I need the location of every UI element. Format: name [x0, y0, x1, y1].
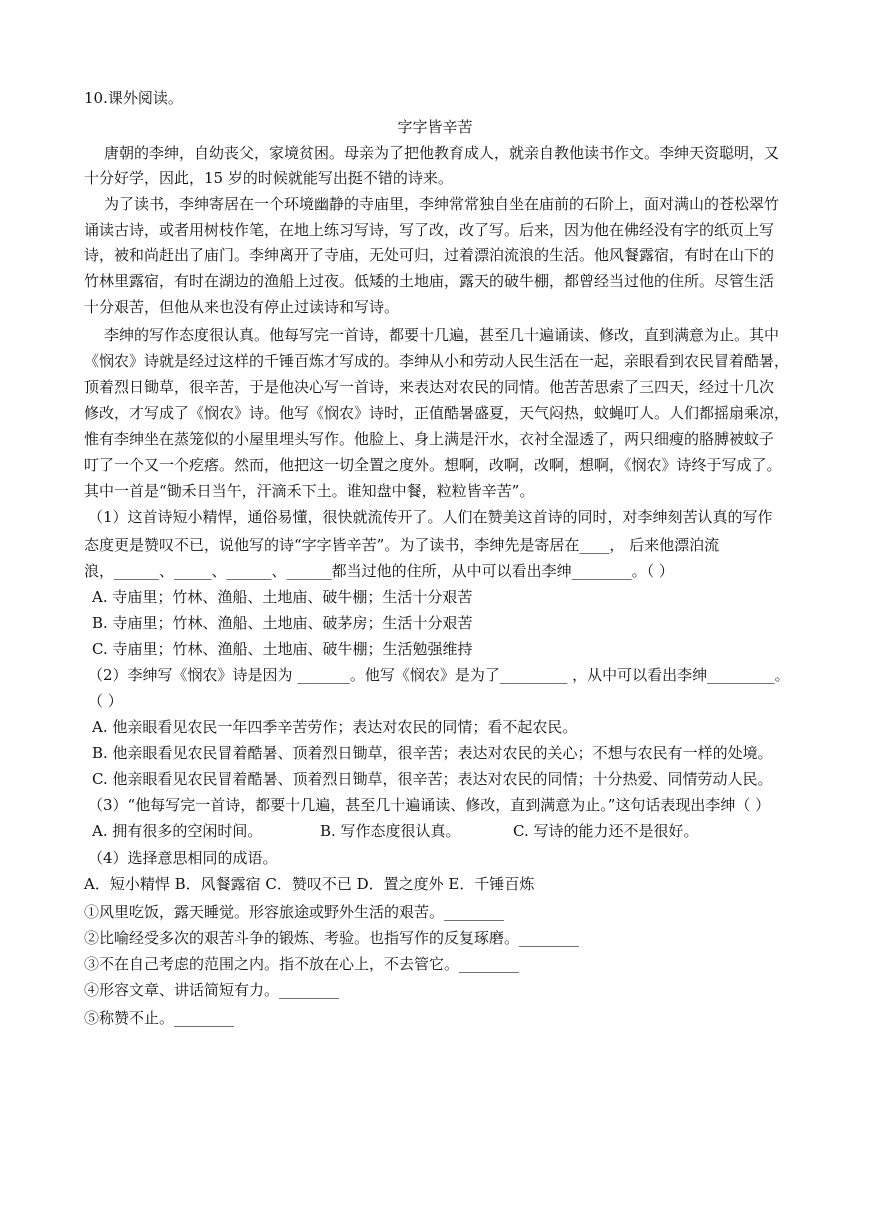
q2-text: ，从中可以看出李绅 — [567, 666, 708, 684]
answer-blank[interactable]: ________ — [279, 981, 340, 999]
q1-line-1: （1）这首诗短小精悍，通俗易懂，很快就流传开了。人们在赞美这首诗的同时，对李绅刻苦认真的写作 — [88, 508, 773, 526]
q4-item — [84, 980, 339, 1000]
q2-line-1 — [88, 665, 790, 685]
answer-blank[interactable]: ________ — [571, 562, 632, 580]
passage-line: 修改，才写成了《悯农》诗。他写《悯农》诗时，正值酷暑盛夏，天气闷热，蚊蝇叮人。人们都摇扇乘凉， — [84, 404, 790, 422]
q1-text: 态度更是赞叹不已，说他写的诗“字字皆辛苦”。为了读书，李绅先是寄居在 — [84, 536, 580, 554]
answer-blank[interactable]: _________ — [499, 666, 568, 684]
question-heading: 10.课外阅读。 — [84, 89, 183, 107]
q2-option-c[interactable]: C. 他亲眼看见农民冒着酷暑、顶着烈日锄草，很辛苦；表达对农民的同情；十分热爱、同情劳动人民。 — [92, 770, 773, 788]
separator: 、 — [211, 562, 227, 580]
q4-item-text: ⑤称赞不止。 — [84, 1009, 175, 1027]
answer-blank[interactable]: ______ — [114, 562, 160, 580]
q3-option-c[interactable]: C. 写诗的能力还不是很好。 — [513, 822, 699, 840]
q1-line-3 — [84, 561, 674, 581]
q4-text: （4）选择意思相同的成语。 — [88, 849, 278, 867]
answer-blank[interactable]: ____ — [579, 536, 610, 554]
passage-line: 十分艰苦，但他从来也没有停止过读诗和写诗。 — [84, 298, 400, 316]
answer-blank[interactable]: ______ — [226, 562, 272, 580]
answer-blank[interactable]: _______ — [297, 666, 350, 684]
passage-line: 叮了一个又一个疙瘩。然而，他把这一切全置之度外。想啊，改啊，改啊，想啊，《悯农》诗终于写成了。 — [84, 456, 782, 474]
separator: 、 — [159, 562, 175, 580]
q1-option-b[interactable]: B. 寺庙里；竹林、渔船、土地庙、破茅房；生活十分艰苦 — [92, 614, 473, 632]
answer-blank[interactable]: ________ — [174, 1009, 235, 1027]
answer-paren[interactable]: 。（ ） — [631, 562, 674, 580]
q4-item-text: ④形容文章、讲话简短有力。 — [84, 981, 280, 999]
passage-line: 惟有李绅坐在蒸笼似的小屋里埋头写作。他脸上、身上满是汗水，衣衬全湿透了，两只细瘦的胳膊被蚊子 — [84, 430, 775, 448]
q1-option-a[interactable]: A. 寺庙里；竹林、渔船、土地庙、破牛棚；生活十分艰苦 — [92, 588, 473, 606]
q4-item-text: ②比喻经受多次的艰苦斗争的锻炼、考验。也指写作的反复琢磨。 — [84, 929, 520, 947]
q1-option-c[interactable]: C. 寺庙里；竹林、渔船、土地庙、破牛棚；生活勉强维持 — [92, 640, 473, 658]
separator: 、 — [271, 562, 287, 580]
passage-line: 《悯农》诗就是经过这样的千锤百炼才写成的。李绅从小和劳动人民生活在一起，亲眼看到农民冒着酷暑， — [84, 352, 790, 370]
passage-line: 唐朝的李绅，自幼丧父，家境贫困。母亲为了把他教育成人，就亲自教他读书作文。李绅天资聪明，又 — [104, 144, 780, 162]
q1-text: 浪， — [84, 562, 115, 580]
passage-line: 诵读古诗，或者用树枝作笔，在地上练习写诗，写了改，改了写。后来，因为他在佛经没有字的纸页上写 — [84, 221, 775, 239]
answer-blank[interactable]: _____ — [174, 562, 212, 580]
q2-option-a[interactable]: A. 他亲眼看见农民一年四季辛苦劳作；表达对农民的同情；看不起农民。 — [92, 718, 578, 736]
q2-text: 。他写《悯农》是为了 — [349, 666, 500, 684]
answer-paren[interactable]: （ ） — [88, 692, 123, 710]
passage-line: 十分好学，因此，15 岁的时候就能写出挺不错的诗来。 — [84, 169, 453, 187]
q2-text: 。 — [774, 666, 790, 684]
q1-line-2 — [84, 535, 719, 555]
q4-item-text: ①风里吃饭，露天睡觉。形容旅途或野外生活的艰苦。 — [84, 903, 445, 921]
passage-line: 为了读书，李绅寄居在一个环境幽静的寺庙里，李绅常常独自坐在庙前的石阶上，面对满山的苍松翠竹 — [104, 195, 780, 213]
answer-blank[interactable]: ________ — [459, 955, 520, 973]
passage-line: 竹林里露宿，有时在湖边的渔船上过夜。低矮的土地庙，露天的破牛棚，都曾经当过他的住所。尽管生活 — [84, 272, 775, 290]
answer-blank[interactable]: ______ — [286, 562, 332, 580]
q2-option-b[interactable]: B. 他亲眼看见农民冒着酷暑、顶着烈日锄草，很辛苦；表达对农民的关心；不想与农民有一样的处境。 — [92, 744, 773, 762]
q4-item — [84, 1008, 234, 1028]
answer-blank[interactable]: ________ — [444, 903, 505, 921]
answer-blank[interactable]: _________ — [707, 666, 775, 684]
q4-choices: A．短小精悍 B．风餐露宿 C．赞叹不已 D．置之度外 E．千锤百炼 — [84, 875, 535, 893]
passage-line: 诗，被和尚赶出了庙门。李绅离开了寺庙，无处可归，过着漂泊流浪的生活。他风餐露宿，有时在山下的 — [84, 246, 775, 264]
q1-text: 都当过他的住所，从中可以看出李绅 — [331, 562, 572, 580]
passage-line: 顶着烈日锄草，很辛苦，于是他决心写一首诗，来表达对农民的同情。他苦苦思索了三四天，经过十几次 — [84, 378, 775, 396]
q4-item — [84, 902, 504, 922]
passage-line: 其中一首是“锄禾日当午，汗滴禾下土。谁知盘中餐，粒粒皆辛苦”。 — [84, 482, 535, 500]
answer-blank[interactable]: ________ — [519, 929, 580, 947]
q1-text: ， 后来他漂泊流 — [609, 536, 720, 554]
q4-item-text: ③不在自己考虑的范围之内。指不放在心上，不去管它。 — [84, 955, 460, 973]
q3-text: （3）“他每写完一首诗，都要十几遍，甚至几十遍诵读、修改，直到满意为止。”这句话表现出李绅（ ） — [88, 796, 771, 814]
q3-option-a[interactable]: A. 拥有很多的空闲时间。 — [92, 822, 263, 840]
q2-text: （2）李绅写《悯农》诗是因为 — [88, 666, 298, 684]
passage-line: 李绅的写作态度很认真。他每写完一首诗，都要十几遍，甚至几十遍诵读、修改，直到满意为止。其中 — [104, 326, 780, 344]
q4-item — [84, 928, 579, 948]
q4-item — [84, 954, 519, 974]
q3-option-b[interactable]: B. 写作态度很认真。 — [320, 822, 461, 840]
passage-title: 字字皆辛苦 — [397, 118, 473, 136]
